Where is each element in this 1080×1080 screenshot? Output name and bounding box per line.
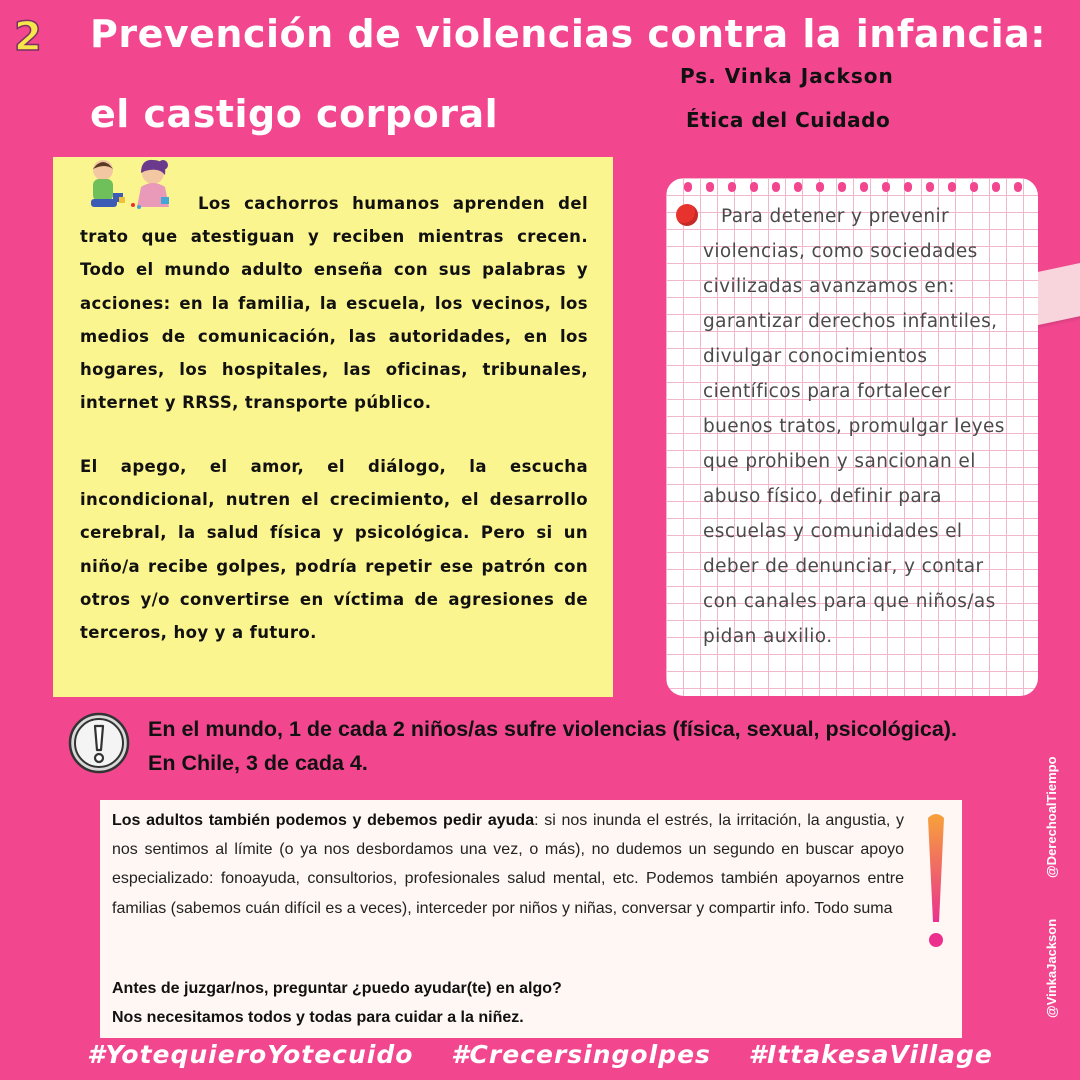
help-closing bbox=[112, 974, 892, 1032]
red-dot-icon bbox=[676, 204, 698, 226]
closing-line-1: Antes de juzgar/nos, preguntar ¿puedo ayudar(te) en algo? bbox=[112, 980, 562, 997]
section-number: 2 bbox=[14, 14, 42, 60]
page-title bbox=[90, 6, 1070, 142]
notebook-holes bbox=[666, 178, 1038, 196]
help-text bbox=[112, 806, 904, 923]
warning-exclamation-icon bbox=[68, 712, 130, 774]
hashtags-bar bbox=[0, 1040, 1080, 1069]
paragraph-2: El apego, el amor, el diálogo, la escucha incondicional, nutren el crecimiento, el desarrollo cerebral, la salud física y psicológica. Pero si un niño/a recibe golpes, podría repetir ese patrón con otros y/o convertirse en víctima de agresiones de terceros, hoy y a futuro. bbox=[80, 457, 588, 643]
title-line-1: Prevención de violencias contra la infancia: bbox=[90, 12, 1046, 56]
statistic-text: En el mundo, 1 de cada 2 niños/as sufre violencias (física, sexual, psicológica). En Chile, 3 de cada 4. bbox=[148, 717, 957, 775]
hashtag-2: #Crecersingolpes bbox=[451, 1040, 711, 1069]
closing-line-2: Nos necesitamos todos y todas para cuidar a la niñez. bbox=[112, 1009, 524, 1026]
exclamation-mark-icon bbox=[925, 812, 947, 952]
notebook-text: Para detener y prevenir violencias, como sociedades civilizadas avanzamos en: garantizar derechos infantiles, divulgar conocimientos científicos para fortalecer buenos tratos, promulgar leyes que prohiben y sancionan el abuso físico, definir para escuelas y comunidades el deber de denunciar, y contar con canales para que niños/as pidan auxilio. bbox=[703, 206, 1005, 647]
paragraph-1: Los cachorros humanos aprenden del trato que atestiguan y reciben mientras crecen. Todo el mundo adulto enseña con sus palabras y acciones: en la familia, la escuela, los vecinos, los medios de comunicación, las autoridades, en los hogares, los hospitales, las oficinas, tribunales, internet y RRSS, transporte público. bbox=[80, 194, 588, 413]
help-lead: Los adultos también podemos y debemos pedir ayuda bbox=[112, 812, 535, 829]
title-line-2: el castigo corporal bbox=[90, 92, 499, 136]
subtitle: Ética del Cuidado bbox=[686, 108, 891, 132]
left-text-panel bbox=[53, 157, 613, 697]
handle-vinkajackson: @VinkaJackson bbox=[1044, 918, 1059, 1018]
help-body: : si nos inunda el estrés, la irritación, la angustia, y nos sentimos al límite (o ya nos desbordamos una vez, o más), no dudemos un segundo en buscar apoyo especializado: fonoayuda, consultorios, profesionales salud mental, etc. Podemos también apoyarnos entre familias (sabemos cuán difícil es a veces), interceder por niños y niñas, conversar y compartir info. Todo suma bbox=[112, 812, 904, 917]
handle-derechoaltiempo: @DerechoalTiempo bbox=[1044, 756, 1059, 878]
author-name: Ps. Vinka Jackson bbox=[680, 64, 894, 88]
help-box bbox=[100, 800, 962, 1038]
social-handles bbox=[1040, 698, 1080, 1028]
hashtag-3: #IttakesaVillage bbox=[748, 1040, 993, 1069]
hashtag-1: #YotequieroYotecuido bbox=[87, 1040, 414, 1069]
